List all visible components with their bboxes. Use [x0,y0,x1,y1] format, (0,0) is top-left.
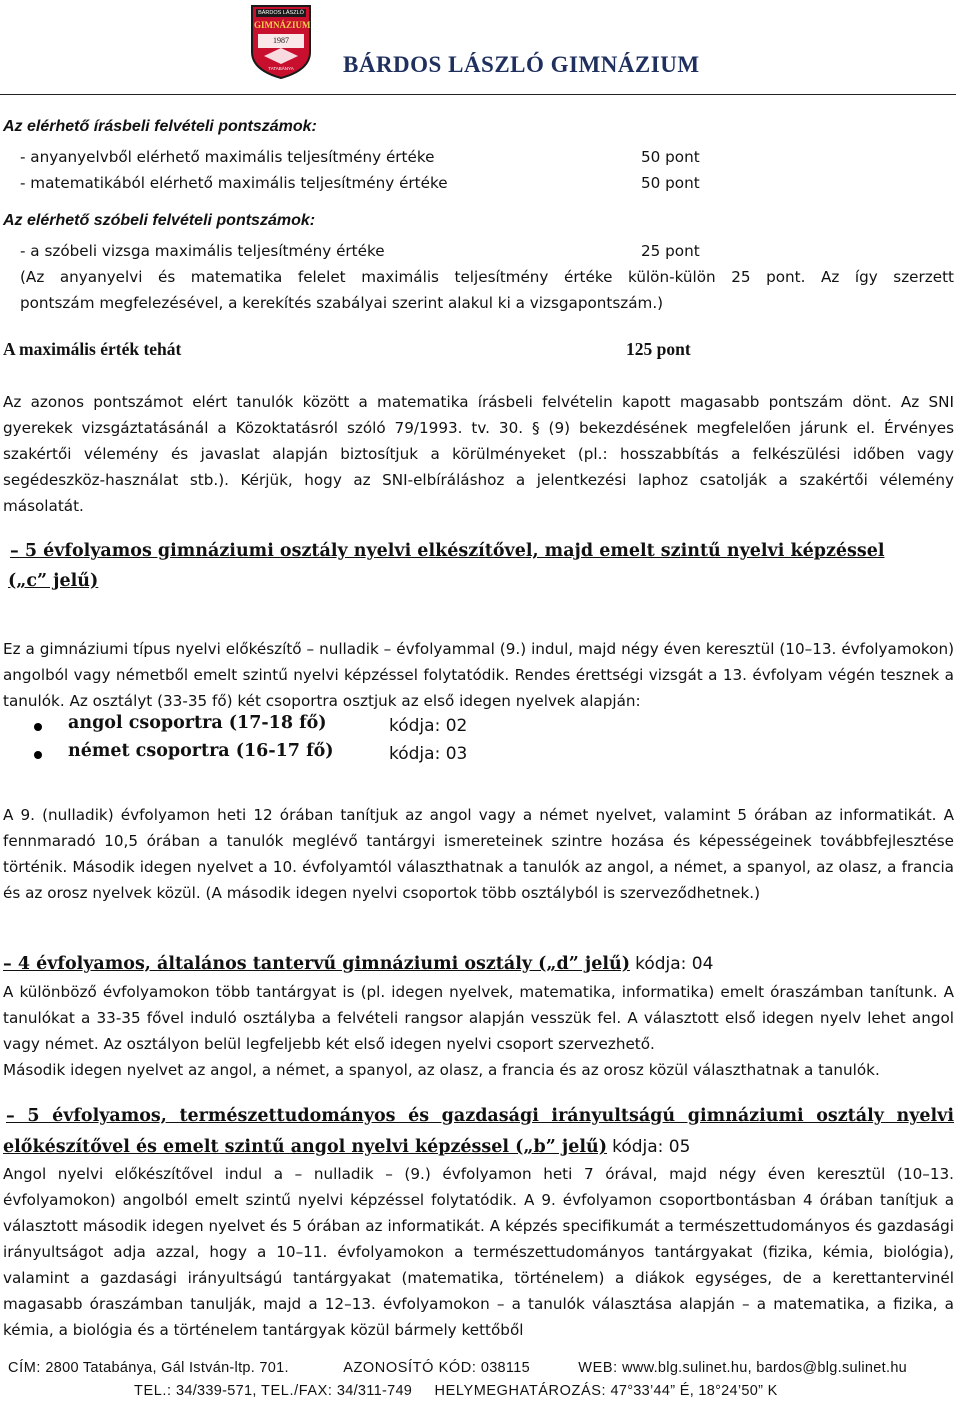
group-german-name: német csoportra (16-17 fő) [68,741,334,761]
section-b-heading-row [3,1134,690,1160]
bullet-icon [34,723,42,731]
section-b-heading-line2: előkészítővel és emelt szintű angol nyelvi képzéssel („b” jelű) [3,1137,607,1157]
section-b-code: kódja: 05 [612,1137,691,1157]
footer-web: www.blg.sulinet.hu, bardos@blg.sulinet.hu [622,1360,908,1376]
section-d-paragraph2: Második idegen nyelvet az angol, a német, a spanyol, az olasz, a francia és az orosz közül választhatnak a tanulók. [3,1061,880,1079]
section-c-heading-line1: – 5 évfolyamos gimnáziumi osztály nyelvi elkészítővel, majd emelt szintű nyelvi képzéssel [10,541,885,561]
max-value: 125 pont [626,339,691,359]
logo-top-text: BÁRDOS LÁSZLÓ [258,10,304,16]
group-german-code: kódja: 03 [389,744,468,764]
written-item-language: - anyanyelvből elérhető maximális teljesítmény értéke [20,148,435,166]
footer-fax-label: TEL./FAX: [261,1383,333,1399]
section-d-heading-row [3,951,713,977]
section-d-heading: – 4 évfolyamos, általános tantervű gimnáziumi osztály („d” jelű) [3,954,630,974]
section-c-paragraph: Ez a gimnáziumi típus nyelvi előkészítő – nulladik – évfolyammal (9.) indul, majd négy éven keresztül (10–13. évfolyamokon) angolból vagy németből emelt szintű nyelvi képzéssel folytatódik. Rendes érettségi vizsgát a 13. évfolyam végén tesznek a tanulók. Az osztályt (33-35 fő) két csoportra osztjuk az első idegen nyelvek alapján: [3,640,954,710]
school-logo [250,4,312,80]
equal-score-paragraph: Az azonos pontszámot elért tanulók között a matematika írásbeli felvételin kapott magasabb pontszám dönt. Az SNI gyerekek vizsgáztatásánál a Közoktatásról szóló 79/1993. tv. 30. § (9) bekezdésének megfelelően járunk el. Érvényes szakértői vélemény és javaslat alapján biztosítjuk a körülményeket (pl.: hosszabbítás a felkészülési időben vagy segédeszköz-használat stb.). Kérjük, hogy az SNI-elbíráláshoz a jelentkezési laphoz csatolják a szakértői vélemény másolatát. [3,393,954,515]
written-item-math-value: 50 pont [641,174,700,192]
footer-address: 2800 Tatabánya, Gál István-ltp. 701. [45,1360,289,1376]
section-b-paragraph: Angol nyelvi előkészítővel indul a – nulladik – (9.) évfolyamon heti 7 órával, majd négy éven keresztül (10–13. évfolyamokon) angolból emelt szintű nyelvi képzéssel folytatódik. A 9. évfolyamon csoportbontásban 4 órában tanítjuk a választott második idegen nyelvet és 5 órában az informatikát. A képzés specifikumát a természettudományos és gazdasági irányultságot adja azzal, hogy a 10–11. évfolyamokon a természettudományos tantárgyakat (fizika, kémia, biológia), valamint a gazdasági irányultságú tantárgyakat (matematika, történelem) a diákok egységes, de a kerettantervinél magasabb óraszámban tanulják, majd a 12–13. évfolyamokon – a tanulók választása alapján – a matematika, a fizika, a kémia, a biológia és a történelem tantárgyak közül bármely kettőből [3,1165,954,1339]
written-item-language-value: 50 pont [641,148,700,166]
footer-id-label: AZONOSÍTÓ KÓD: [343,1360,477,1376]
footer-geo-label: HELYMEGHATÁROZÁS: [434,1383,607,1399]
header-divider [0,94,956,95]
section-c-paragraph2: A 9. (nulladik) évfolyamon heti 12 órában tanítjuk az angol vagy a német nyelvet, valamint 5 órában az informatikát. A fennmaradó 10,5 órában a tanulók meglévő tantárgyi ismereteinek szintre hozása és képességeinek továbbfejlesztése történik. Második idegen nyelvet a 10. évfolyamtól választhatnak a tanulók az angol, a német, a spanyol, az olasz, a francia és az orosz nyelvek közül. (A második idegen nyelvi csoportok több osztályból is szerveződhetnek.) [3,806,954,902]
oral-note-line2: pontszám megfelezésével, a kerekítés szabályai szerint alakul ki a vizsgapontszám.) [20,294,664,312]
footer-line2 [134,1383,778,1399]
footer-tel-label: TEL.: [134,1383,172,1399]
footer-web-label: WEB: [578,1360,618,1376]
logo-main-text: GIMNÁZIUM [254,20,311,30]
section-c-heading-line2: („c” jelű) [8,571,99,591]
footer-line1 [8,1360,907,1376]
footer-id: 038115 [480,1360,530,1376]
section-d-paragraph: A különböző évfolyamokon több tantárgyat is (pl. idegen nyelvek, matematika, informatika) emelt óraszámban tanítunk. A tanulókat a 33-35 fővel induló osztályba a felvételi rangsor alapján vesszük fel. A választott első idegen nyelv lehet angol vagy német. Az osztályon belül legfeljebb két első idegen nyelvi csoport szervezhető. [3,983,954,1053]
footer-address-label: CÍM: [8,1360,42,1376]
oral-item: - a szóbeli vizsga maximális teljesítmény értéke [20,242,385,260]
section-d-code: kódja: 04 [635,954,714,974]
max-label: A maximális érték tehát [3,339,182,359]
bullet-icon [34,751,42,759]
school-name: BÁRDOS LÁSZLÓ GIMNÁZIUM [343,52,700,77]
oral-item-value: 25 pont [641,242,700,260]
group-english-name: angol csoportra (17-18 fő) [68,713,327,733]
footer-fax: 34/311-749 [336,1383,413,1399]
group-english-code: kódja: 02 [389,716,468,736]
footer-geo: 47°33’44” É, 18°24’50” K [610,1383,778,1399]
footer-tel: 34/339-571, [176,1383,257,1399]
written-points-heading: Az elérhető írásbeli felvételi pontszámok: [3,118,317,135]
oral-note-line1: (Az anyanyelvi és matematika felelet maximális teljesítmény értéke külön-külön 25 pont. Az így szerzett [20,268,954,286]
section-b-heading-line1: – 5 évfolyamos, természettudományos és gazdasági irányultságú gimnáziumi osztály nyelvi [6,1106,954,1126]
oral-points-heading: Az elérhető szóbeli felvételi pontszámok: [3,212,316,229]
written-item-math: - matematikából elérhető maximális teljesítmény értéke [20,174,448,192]
logo-year: 1987 [273,36,289,45]
logo-bottom-text: TATABÁNYA [268,66,294,71]
